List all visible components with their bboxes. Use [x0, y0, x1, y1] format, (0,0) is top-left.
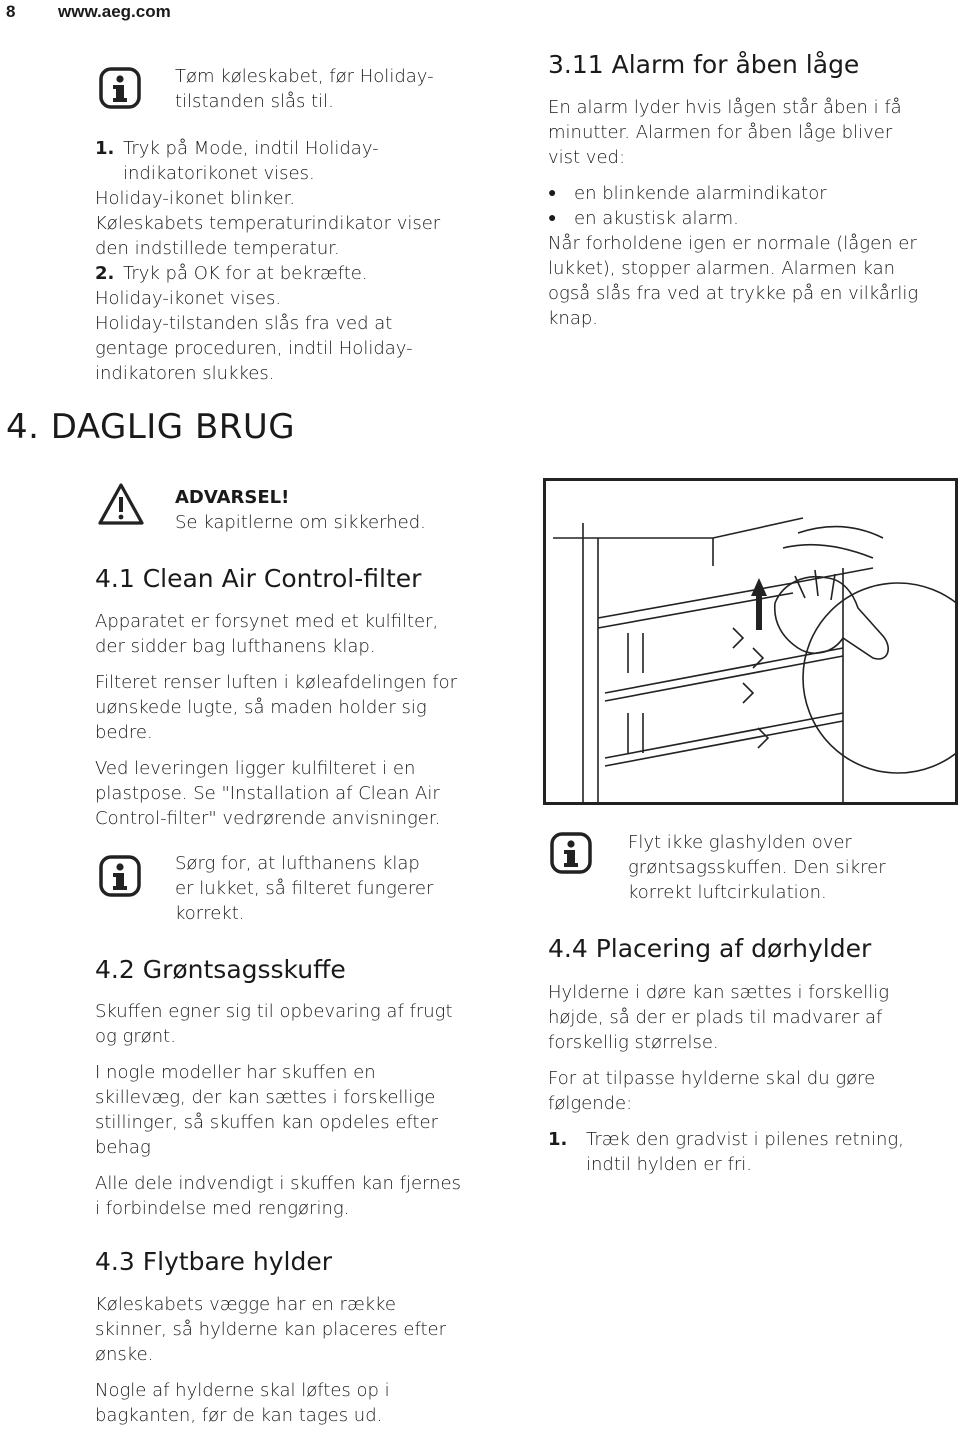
note-line: korrekt. — [175, 903, 245, 924]
paragraph-line: Køleskabets vægge har en række — [95, 1294, 396, 1315]
paragraph-line: Filteret renser luften i køleafdelingen for — [95, 672, 458, 693]
step-2-result: Holiday-ikonet vises. — [95, 288, 282, 309]
paragraph-line: forskellig størrelse. — [548, 1032, 719, 1053]
paragraph-line: og grønt. — [95, 1026, 176, 1047]
page-number: 8 — [6, 2, 16, 21]
heading-4-2: 4.2 Grøntsagsskuffe — [95, 955, 346, 984]
paragraph-line: højde, så der er plads til madvarer af — [548, 1007, 883, 1028]
paragraph-line: Control-filter" vedrørende anvisninger. — [95, 808, 441, 829]
step-1-cont: indikatorikonet vises. — [123, 163, 315, 184]
paragraph-line: ønske. — [95, 1344, 154, 1365]
info-icon — [97, 65, 143, 111]
step-2: 2. Tryk på OK for at bekræfte. — [95, 263, 368, 284]
note-line: Flyt ikke glashylden over — [628, 832, 852, 853]
warning-title: ADVARSEL! — [175, 487, 290, 508]
section-title: 4. DAGLIG BRUG — [6, 407, 296, 447]
info-icon — [548, 830, 594, 876]
paragraph-line: Alle dele indvendigt i skuffen kan fjernes — [95, 1173, 461, 1194]
paragraph-line: lukket), stopper alarmen. Alarmen kan — [548, 258, 896, 279]
paragraph-line: skillevæg, der kan sættes i forskellige — [95, 1087, 436, 1108]
paragraph-line: behag — [95, 1137, 151, 1158]
bullet-item: ● en akustisk alarm. — [548, 208, 739, 229]
paragraph-line: også slås fra ved at trykke på en vilkårlig — [548, 283, 919, 304]
step-1: 1. Tryk på Mode, indtil Holiday- — [95, 138, 379, 159]
section-4-3-body — [95, 1292, 515, 1428]
paragraph-line: For at tilpasse hylderne skal du gøre — [548, 1068, 876, 1089]
heading-4-1: 4.1 Clean Air Control-filter — [95, 564, 422, 593]
note-line: er lukket, så filteret fungerer — [175, 878, 434, 899]
paragraph-line: En alarm lyder hvis lågen står åben i få — [548, 97, 902, 118]
step-1-door-cont: indtil hylden er fri. — [586, 1154, 752, 1175]
info-glass-note — [628, 830, 948, 905]
note-line: korrekt luftcirkulation. — [628, 882, 827, 903]
site-url: www.aeg.com — [58, 2, 171, 21]
step-1-door: 1. Træk den gradvist i pilenes retning, — [548, 1129, 904, 1150]
paragraph-line: plastpose. Se "Installation af Clean Air — [95, 783, 440, 804]
paragraph-line: Ved leveringen ligger kulfilteret i en — [95, 758, 416, 779]
section-4-4-body — [548, 980, 958, 1177]
paragraph-line: vist ved: — [548, 147, 626, 168]
paragraph-line: bedre. — [95, 722, 153, 743]
step-2-result: indikatoren slukkes. — [95, 363, 275, 384]
section-4-1-body — [95, 609, 515, 831]
note-line: grøntsagsskuffen. Den sikrer — [628, 857, 886, 878]
info-icon — [97, 853, 143, 899]
paragraph-line: følgende: — [548, 1093, 633, 1114]
step-2-result: gentage proceduren, indtil Holiday- — [95, 338, 413, 359]
paragraph-line: Apparatet er forsynet med et kulfilter, — [95, 611, 439, 632]
heading-3-11: 3.11 Alarm for åben låge — [548, 50, 860, 79]
step-1-result: Køleskabets temperaturindikator viser — [95, 213, 441, 234]
warning-text: Se kapitlerne om sikkerhed. — [175, 512, 426, 533]
paragraph-line: I nogle modeller har skuffen en — [95, 1062, 376, 1083]
section-3-11-body — [548, 95, 958, 331]
heading-4-4: 4.4 Placering af dørhylder — [548, 934, 872, 963]
paragraph-line: knap. — [548, 308, 599, 329]
paragraph-line: stillinger, så skuffen kan opdeles efter — [95, 1112, 438, 1133]
warning-icon — [96, 481, 146, 527]
paragraph-line: i forbindelse med rengøring. — [95, 1198, 350, 1219]
fridge-shelf-illustration — [543, 478, 958, 805]
step-2-result: Holiday-tilstanden slås fra ved at — [95, 313, 393, 334]
bullet-item: ● en blinkende alarmindikator — [548, 183, 827, 204]
info-holiday-text: Tøm køleskabet, før Holiday-tilstanden slås til. — [175, 66, 434, 112]
paragraph-line: skinner, så hylderne kan placeres efter — [95, 1319, 447, 1340]
step-1-result: den indstillede temperatur. — [95, 238, 340, 259]
paragraph-line: der sidder bag lufthanens klap. — [95, 636, 376, 657]
note-line: Sørg for, at lufthanens klap — [175, 853, 420, 874]
paragraph-line: Skuffen egner sig til opbevaring af frugt — [95, 1001, 453, 1022]
paragraph-line: uønskede lugte, så maden holder sig — [95, 697, 427, 718]
paragraph-line: Når forholdene igen er normale (lågen er — [548, 233, 917, 254]
step-1-result: Holiday-ikonet blinker. — [95, 188, 296, 209]
section-4-2-body — [95, 999, 515, 1221]
info-flap-note — [175, 851, 495, 926]
paragraph-line: Hylderne i døre kan sættes i forskellig — [548, 982, 890, 1003]
holiday-steps — [95, 136, 515, 386]
heading-4-3: 4.3 Flytbare hylder — [95, 1247, 332, 1276]
paragraph-line: bagkanten, før de kan tages ud. — [95, 1405, 383, 1426]
paragraph-line: minutter. Alarmen for åben låge bliver — [548, 122, 893, 143]
paragraph-line: Nogle af hylderne skal løftes op i — [95, 1380, 390, 1401]
